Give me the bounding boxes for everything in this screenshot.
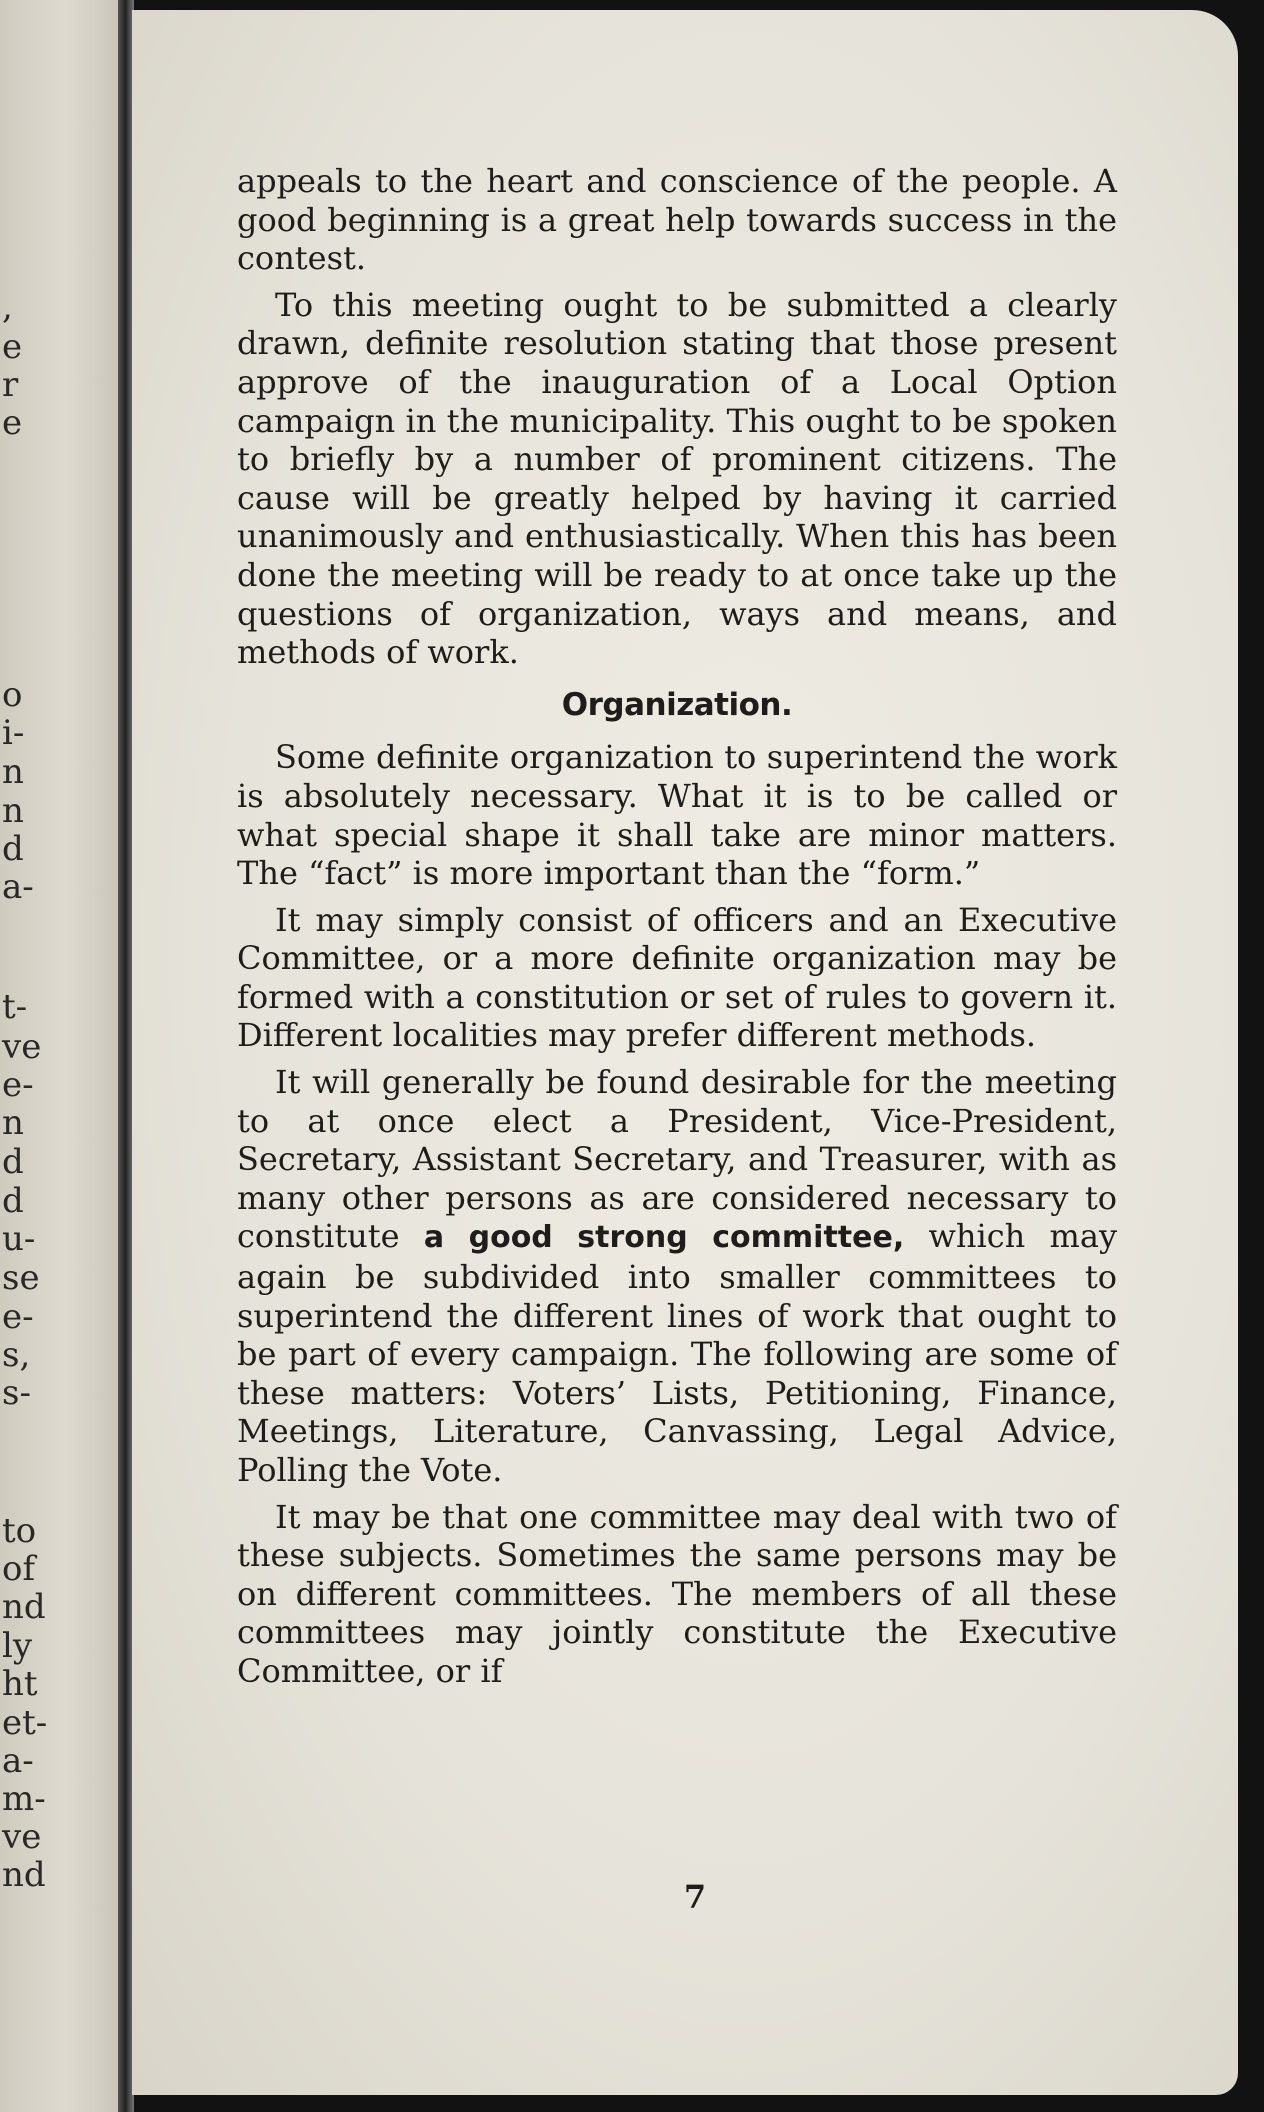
margin-fragment: s- [2,1373,31,1413]
margin-fragment: s, [2,1335,31,1375]
margin-fragment: n [2,1103,24,1143]
margin-fragment: d [2,829,24,869]
margin-fragment: r [2,365,19,405]
margin-fragment: e [2,327,23,367]
margin-fragment: ht [2,1664,38,1704]
margin-fragment: t- [2,987,28,1027]
page-number: 7 [683,1878,707,1916]
margin-fragment: et- [2,1703,48,1743]
paragraph-resolution: To this meeting ought to be submitted a clearly drawn, definite resolution stating that those present approve of the inauguration of a Local Option campaign in the municipality. This ought to be spoken to briefly by a number of prominent citizens. The cause will be greatly helped by having it carried unanimously and enthusiastically. When this has been done the meeting will be ready to at once take up the questions of organization, ways and means, and methods of work. [237,285,1117,672]
paragraph-continuation: appeals to the heart and conscience of the people. A good beginning is a great help towards success in the contest. [237,162,1117,278]
margin-fragment: e- [2,1065,34,1105]
margin-fragment: ve [2,1817,42,1857]
paragraph-text: It will generally be found desirable for the meeting to at once elect a President, Vice-President, Secretary, Assistant Secretary, and Treasurer, with as many other persons as are considered necessary to constitute [237,1063,1117,1256]
margin-fragment: ly [2,1626,33,1666]
margin-fragment: of [2,1549,36,1589]
emphasis-good-strong-committee: a good strong committee, [423,1220,905,1256]
margin-fragment: i- [2,713,25,753]
margin-fragment: u- [2,1219,36,1259]
page-body-text [237,162,1117,1699]
margin-fragment: e [2,403,23,443]
margin-fragment: n [2,752,24,792]
margin-fragment: n [2,791,24,831]
margin-fragment: to [2,1511,37,1551]
margin-fragment: o [2,675,23,715]
margin-fragment: se [2,1258,40,1298]
margin-fragment: d [2,1142,24,1182]
margin-fragment: , [2,287,13,327]
section-heading-organization: Organization. [561,686,793,723]
paragraph-elect-officers [237,1063,1117,1490]
margin-fragment: nd [2,1855,46,1895]
margin-fragment: a- [2,867,34,907]
margin-fragment: a- [2,1741,34,1781]
paragraph-organization-necessary: Some definite organization to superintend the work is absolutely necessary. What it is to be called or what special shape it shall take are minor matters. The “fact” is more important than the “form.” [237,738,1117,893]
paragraph-committee-subjects: It may be that one committee may deal with two of these subjects. Sometimes the same persons may be on different committees. The members of all these committees may jointly constitute the Executive Committee, or if [237,1497,1117,1690]
paragraph-officers-committee: It may simply consist of officers and an Executive Committee, or a more definite organization may be formed with a constitution or set of rules to govern it. Different localities may prefer different methods. [237,900,1117,1055]
left-page-margin-fragments [0,0,120,2112]
margin-fragment: nd [2,1587,46,1627]
margin-fragment: m- [2,1779,46,1819]
margin-fragment: ve [2,1027,42,1067]
margin-fragment: e- [2,1297,34,1337]
margin-fragment: d [2,1181,24,1221]
paragraph-text: which may again be subdivided into smaller committees to superintend the different lines of work that ought to be part of every campaign. The following are some of these matters: Voters’ Lists, Petitioning, Finance, Meetings, Literature, Canvassing, Legal Advice, Polling the Vote. [237,1217,1118,1489]
